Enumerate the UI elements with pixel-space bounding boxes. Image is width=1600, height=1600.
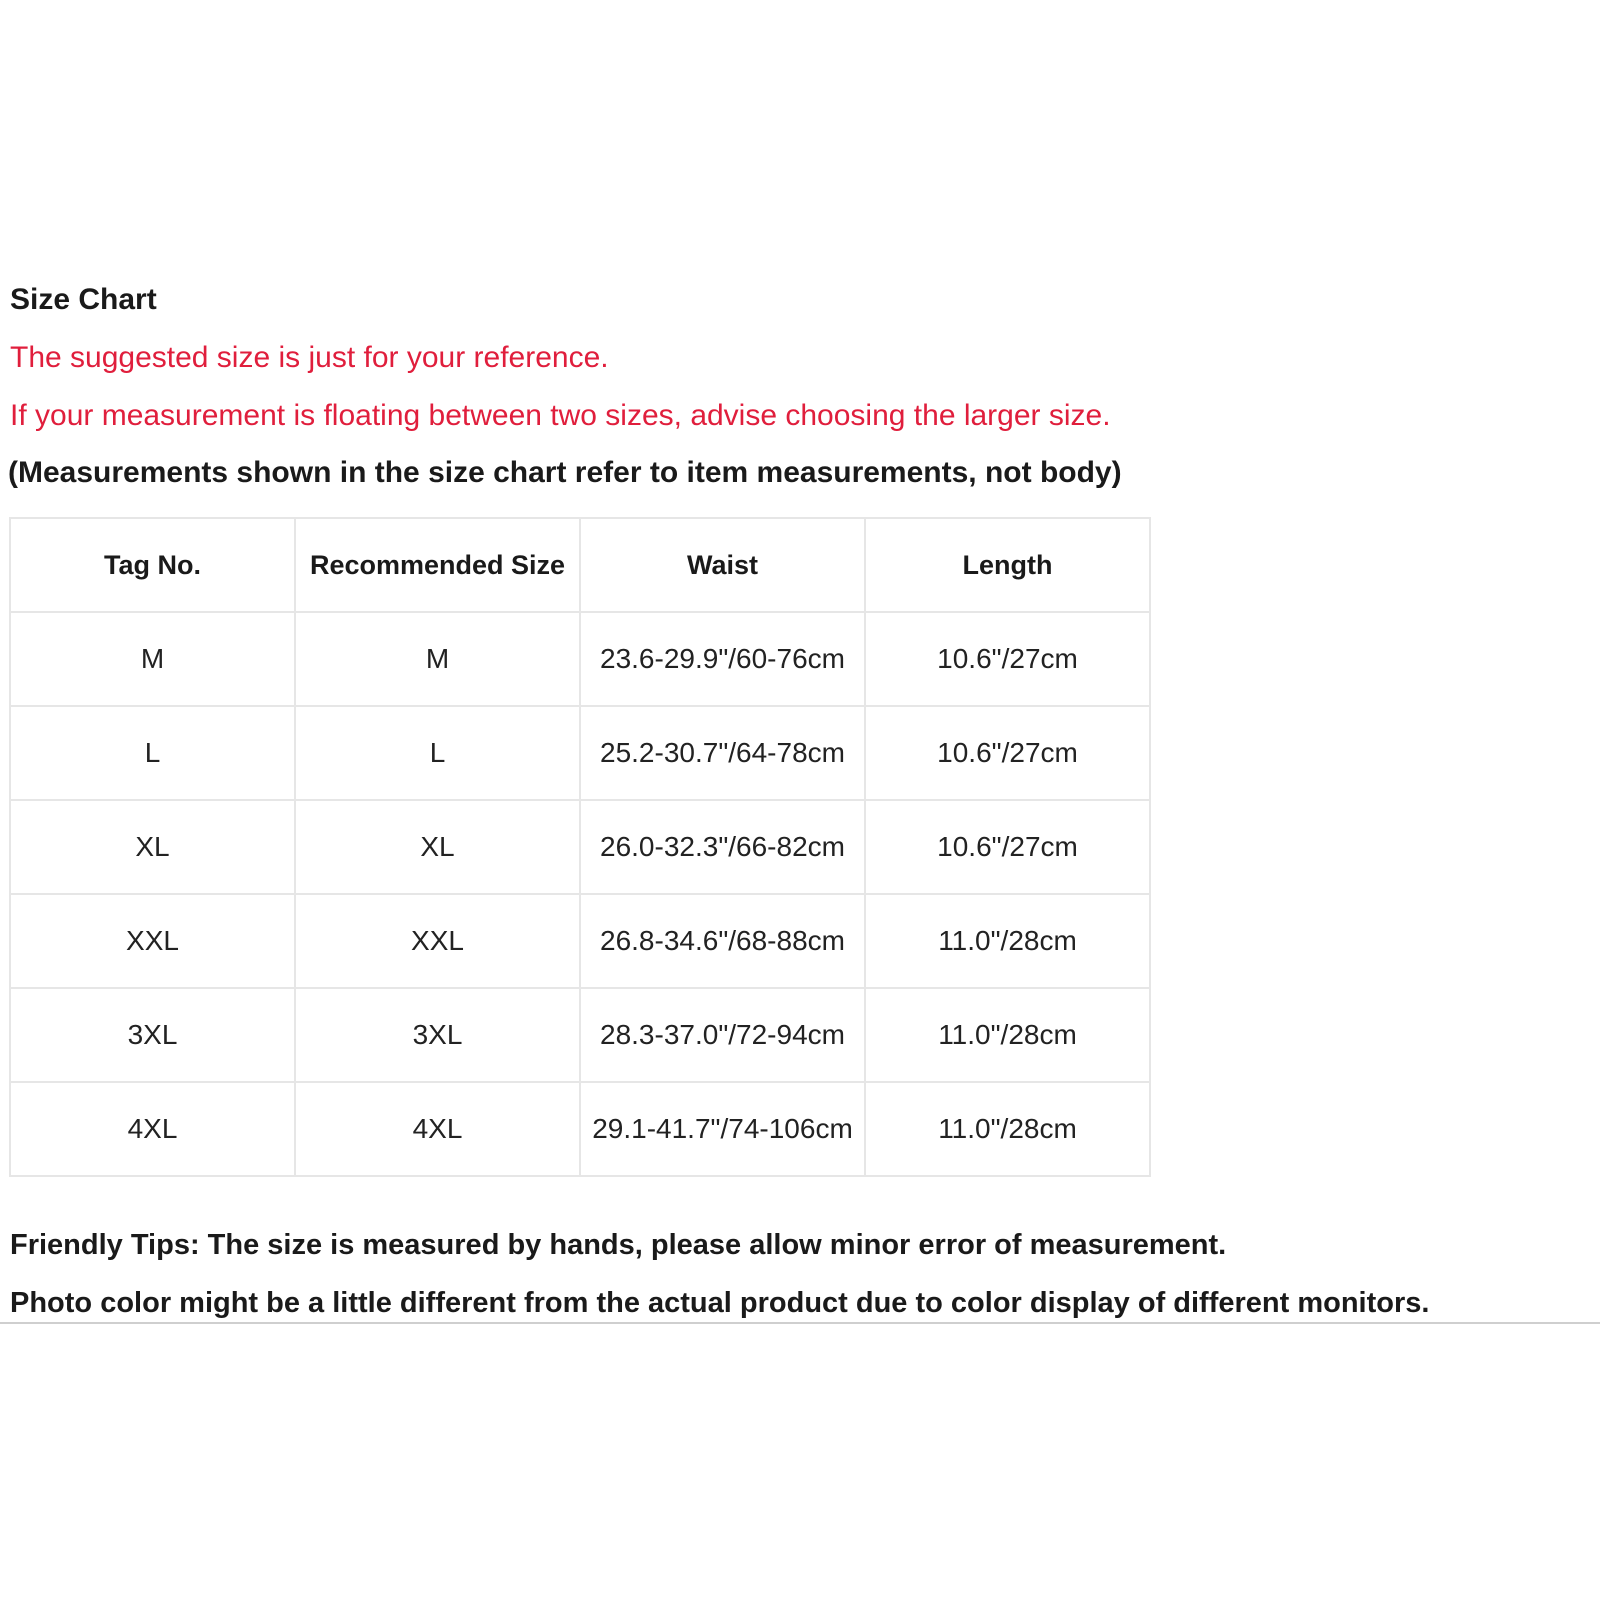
cell-tag-no: XXL xyxy=(10,894,295,988)
cell-recommended-size: M xyxy=(295,612,580,706)
cell-length: 10.6"/27cm xyxy=(865,706,1150,800)
cell-length: 10.6"/27cm xyxy=(865,612,1150,706)
cell-waist: 26.8-34.6"/68-88cm xyxy=(580,894,865,988)
cell-tag-no: L xyxy=(10,706,295,800)
table-row xyxy=(10,894,1150,988)
table-row xyxy=(10,800,1150,894)
header-recommended-size: Recommended Size xyxy=(295,518,580,612)
table-row xyxy=(10,1082,1150,1176)
size-table xyxy=(9,517,1151,1177)
reference-notice: The suggested size is just for your reference. xyxy=(10,341,609,374)
cell-recommended-size: 3XL xyxy=(295,988,580,1082)
cell-waist: 23.6-29.9"/60-76cm xyxy=(580,612,865,706)
cell-length: 11.0"/28cm xyxy=(865,1082,1150,1176)
cell-length: 11.0"/28cm xyxy=(865,894,1150,988)
cell-waist: 28.3-37.0"/72-94cm xyxy=(580,988,865,1082)
table-header-row xyxy=(10,518,1150,612)
cell-recommended-size: 4XL xyxy=(295,1082,580,1176)
larger-size-advice: If your measurement is floating between two sizes, advise choosing the larger size. xyxy=(10,399,1111,432)
header-tag-no: Tag No. xyxy=(10,518,295,612)
size-chart-title: Size Chart xyxy=(10,283,157,316)
table-row xyxy=(10,988,1150,1082)
cell-tag-no: 3XL xyxy=(10,988,295,1082)
header-length: Length xyxy=(865,518,1150,612)
cell-recommended-size: XXL xyxy=(295,894,580,988)
photo-color-tip: Photo color might be a little different from the actual product due to color display of different monitors. xyxy=(10,1287,1430,1319)
table-row xyxy=(10,706,1150,800)
cell-waist: 25.2-30.7"/64-78cm xyxy=(580,706,865,800)
cell-tag-no: M xyxy=(10,612,295,706)
cell-length: 10.6"/27cm xyxy=(865,800,1150,894)
cell-length: 11.0"/28cm xyxy=(865,988,1150,1082)
divider-line xyxy=(0,1322,1600,1324)
cell-waist: 29.1-41.7"/74-106cm xyxy=(580,1082,865,1176)
measurement-note: (Measurements shown in the size chart refer to item measurements, not body) xyxy=(8,456,1122,489)
table-row xyxy=(10,612,1150,706)
cell-recommended-size: L xyxy=(295,706,580,800)
header-waist: Waist xyxy=(580,518,865,612)
cell-tag-no: 4XL xyxy=(10,1082,295,1176)
cell-waist: 26.0-32.3"/66-82cm xyxy=(580,800,865,894)
cell-tag-no: XL xyxy=(10,800,295,894)
friendly-tip: Friendly Tips: The size is measured by hands, please allow minor error of measurement. xyxy=(10,1229,1227,1261)
cell-recommended-size: XL xyxy=(295,800,580,894)
